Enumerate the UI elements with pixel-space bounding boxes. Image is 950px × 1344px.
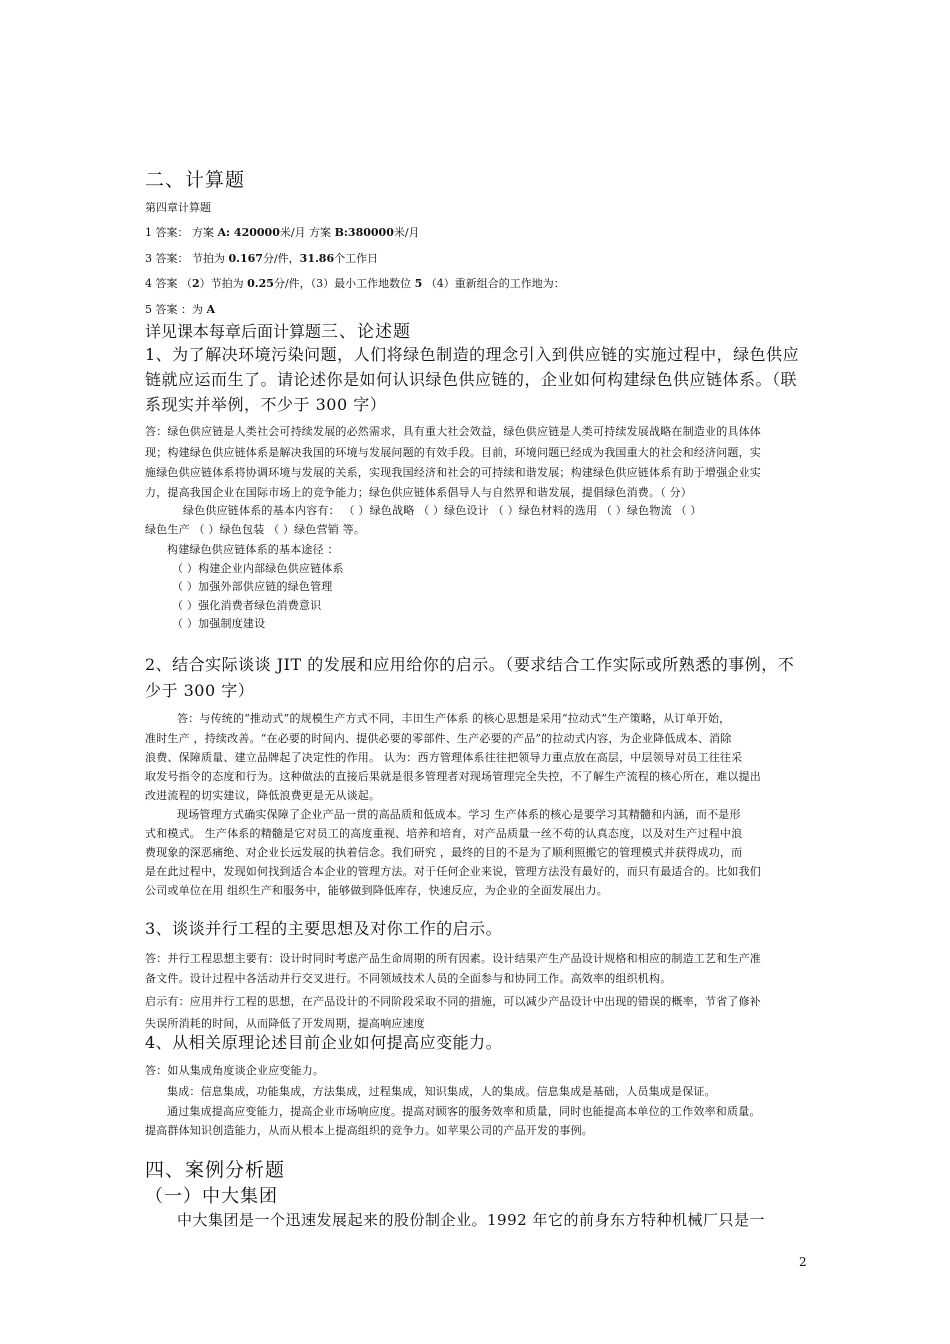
q4-line: 4、从相关原理论述目前企业如何提高应变能力。 (145, 1033, 503, 1052)
answer-4: 4 答案 （2）节拍为 0.25分/件，（3）最小工作地数位 5 （4）重新组合的工作地为： (145, 277, 565, 290)
q1-line-3: 系现实并举例，不少于 300 字） (145, 395, 387, 414)
q1-answer-line: 施绿色供应链体系将协调环境与发展的关系，实现我国经济和社会的可持续和谐发展；构建绿色供应链体系有助于增强企业实 (145, 466, 761, 479)
path-title: 构建绿色供应链体系的基本途径 ： (167, 543, 339, 556)
q2-answer-line: 费现象的深恶痛绝、对企业长远发展的执着信念。我们研究 ，最终的目的不是为了顺利照搬它的管理模式并获得成功，而 (145, 846, 743, 859)
page-number: 2 (799, 1255, 807, 1269)
q3-answer-line: 备文件。设计过程中各活动并行交叉进行。不同领域技术人员的全面参与和协同工作。高效率的组织机构。 (145, 972, 672, 985)
answer-3: 3 答案： 节拍为 0.167分/件，31.86个工作日 (145, 252, 379, 265)
case-subtitle: （一）中大集团 (145, 1186, 278, 1207)
q4-answer-line: 答：如从集成角度谈企业应变能力。 (145, 1064, 325, 1077)
q2-line-2: 少于 300 字） (145, 681, 255, 700)
path-item: （ ）加强制度建设 (172, 617, 266, 630)
see-and-section3-line (145, 317, 411, 342)
see-textbook-note: 详见课本每章后面计算题 (145, 322, 322, 341)
q3-answer-line: 失误所消耗的时间，从而降低了开发周期，提高响应速度 (145, 1017, 425, 1030)
q2-answer-line: 是在此过程中，发现如何找到适合本企业的管理方法。对于任何企业来说，管理方法没有最好的，而只有最适合的。比如我们 (145, 865, 761, 878)
answer-5: 5 答案 ：为 A (145, 303, 216, 316)
q2-answer-line: 式和模式。 生产体系的精髓是它对员工的高度重视、培养和培育，对产品质量一丝不苟的认真态度，以及对生产过程中浪 (145, 827, 743, 840)
q1-line-2: 链就应运而生了。请论述你是如何认识绿色供应链的，企业如何构建绿色供应链体系。（联 (145, 370, 798, 389)
q1-answer-line: 现；构建绿色供应链体系是解决我国的环境与发展问题的有效手段。目前，环境问题已经成为我国重大的社会和经济问题，实 (145, 446, 761, 459)
q2-answer-line: 现场管理方式确实保障了企业产品一贯的高品质和低成本。学习 生产体系的核心是要学习其精髓和内涵，而不是形 (177, 808, 741, 821)
q3-answer-line: 启示有：应用并行工程的思想，在产品设计的不同阶段采取不同的措施，可以减少产品设计中出现的错误的概率，节省了修补 (145, 995, 761, 1008)
q3-line: 3、谈谈并行工程的主要思想及对你工作的启示。 (145, 919, 503, 938)
q4-answer-line: 通过集成提高应变能力，提高企业市场响应度。提高对顾客的服务效率和质量，同时也能提高本单位的工作效率和质量。 (167, 1105, 761, 1118)
q1-answer-line: 答：绿色供应链是人类社会可持续发展的必然需求，具有重大社会效益，绿色供应链是人类可持续发展战略在制造业的具体体 (145, 425, 761, 438)
q2-line-1: 2、结合实际谈谈 JIT 的发展和应用给你的启示。（要求结合工作实际或所熟悉的事例，不 (145, 655, 795, 674)
q2-answer-line: 公司或单位在用 组织生产和服务中，能够做到降低库存，快速反应，为企业的全面发展出力。 (145, 884, 608, 897)
section4-title: 四、案例分析题 (145, 1159, 286, 1181)
q2-answer-line: 改进流程的切实建议，降低浪费更是无从谈起。 (145, 789, 381, 802)
q2-answer-line: 取发号指令的态度和行为。这种做法的直接后果就是很多管理者对现场管理完全失控，不了解生产流程的核心所在，难以提出 (145, 770, 761, 783)
q4-answer-line: 集成：信息集成，功能集成，方法集成，过程集成，知识集成，人的集成。信息集成是基础，人员集成是保证。 (167, 1085, 716, 1098)
q2-answer-line: 准时生产 ，持续改善。“在必要的时间内、提供必要的零部件、生产必要的产品”的拉动式内容，为企业降低成本、消除 (145, 732, 732, 745)
case-first-line: 中大集团是一个迅速发展起来的股份制企业。1992 年它的前身东方特种机械厂只是一 (177, 1211, 765, 1229)
q1-answer-line: 力，提高我国企业在国际市场上的竞争能力；绿色供应链体系倡导人与自然界和谐发展，提倡绿色消费。（ 分） (145, 486, 692, 499)
q1-line-1: 1、为了解决环境污染问题，人们将绿色制造的理念引入到供应链的实施过程中，绿色供应 (145, 345, 800, 364)
q4-answer-line: 提高群体知识创造能力，从而从根本上提高组织的竞争力。如苹果公司的产品开发的事例。 (145, 1124, 593, 1137)
section3-title: 三、论述题 (321, 322, 412, 342)
green-content-line-1: 绿色供应链体系的基本内容有： （ ）绿色战略 （ ）绿色设计 （ ）绿色材料的选用 （ ）绿色物流 （ ） (183, 504, 702, 517)
path-item: （ ）强化消费者绿色消费意识 (172, 599, 322, 612)
q3-answer-line: 答：并行工程思想主要有：设计时同时考虑产品生命周期的所有因素。设计结果产生产品设计规格和相应的制造工艺和生产准 (145, 952, 761, 965)
chapter-label: 第四章计算题 (145, 201, 211, 214)
green-content-line-2: 绿色生产 （ ）绿色包装 （ ）绿色营销 等。 (145, 523, 366, 536)
path-item: （ ）加强外部供应链的绿色管理 (172, 580, 333, 593)
q2-answer-line: 浪费、保障质量、建立品牌起了决定性的作用。 认为：西方管理体系往往把领导力重点放在高层，中层领导对员工往往采 (145, 751, 743, 764)
path-item: （ ）构建企业内部绿色供应链体系 (172, 562, 344, 575)
answer-1: 1 答案： 方案 A: 420000米/月 方案 B:380000米/月 (145, 226, 420, 239)
q2-answer-line: 答：与传统的“推动式”的规模生产方式不同，丰田生产体系 的核心思想是采用“拉动式”生产策略，从订单开始， (177, 712, 731, 725)
section2-title: 二、计算题 (145, 169, 246, 191)
